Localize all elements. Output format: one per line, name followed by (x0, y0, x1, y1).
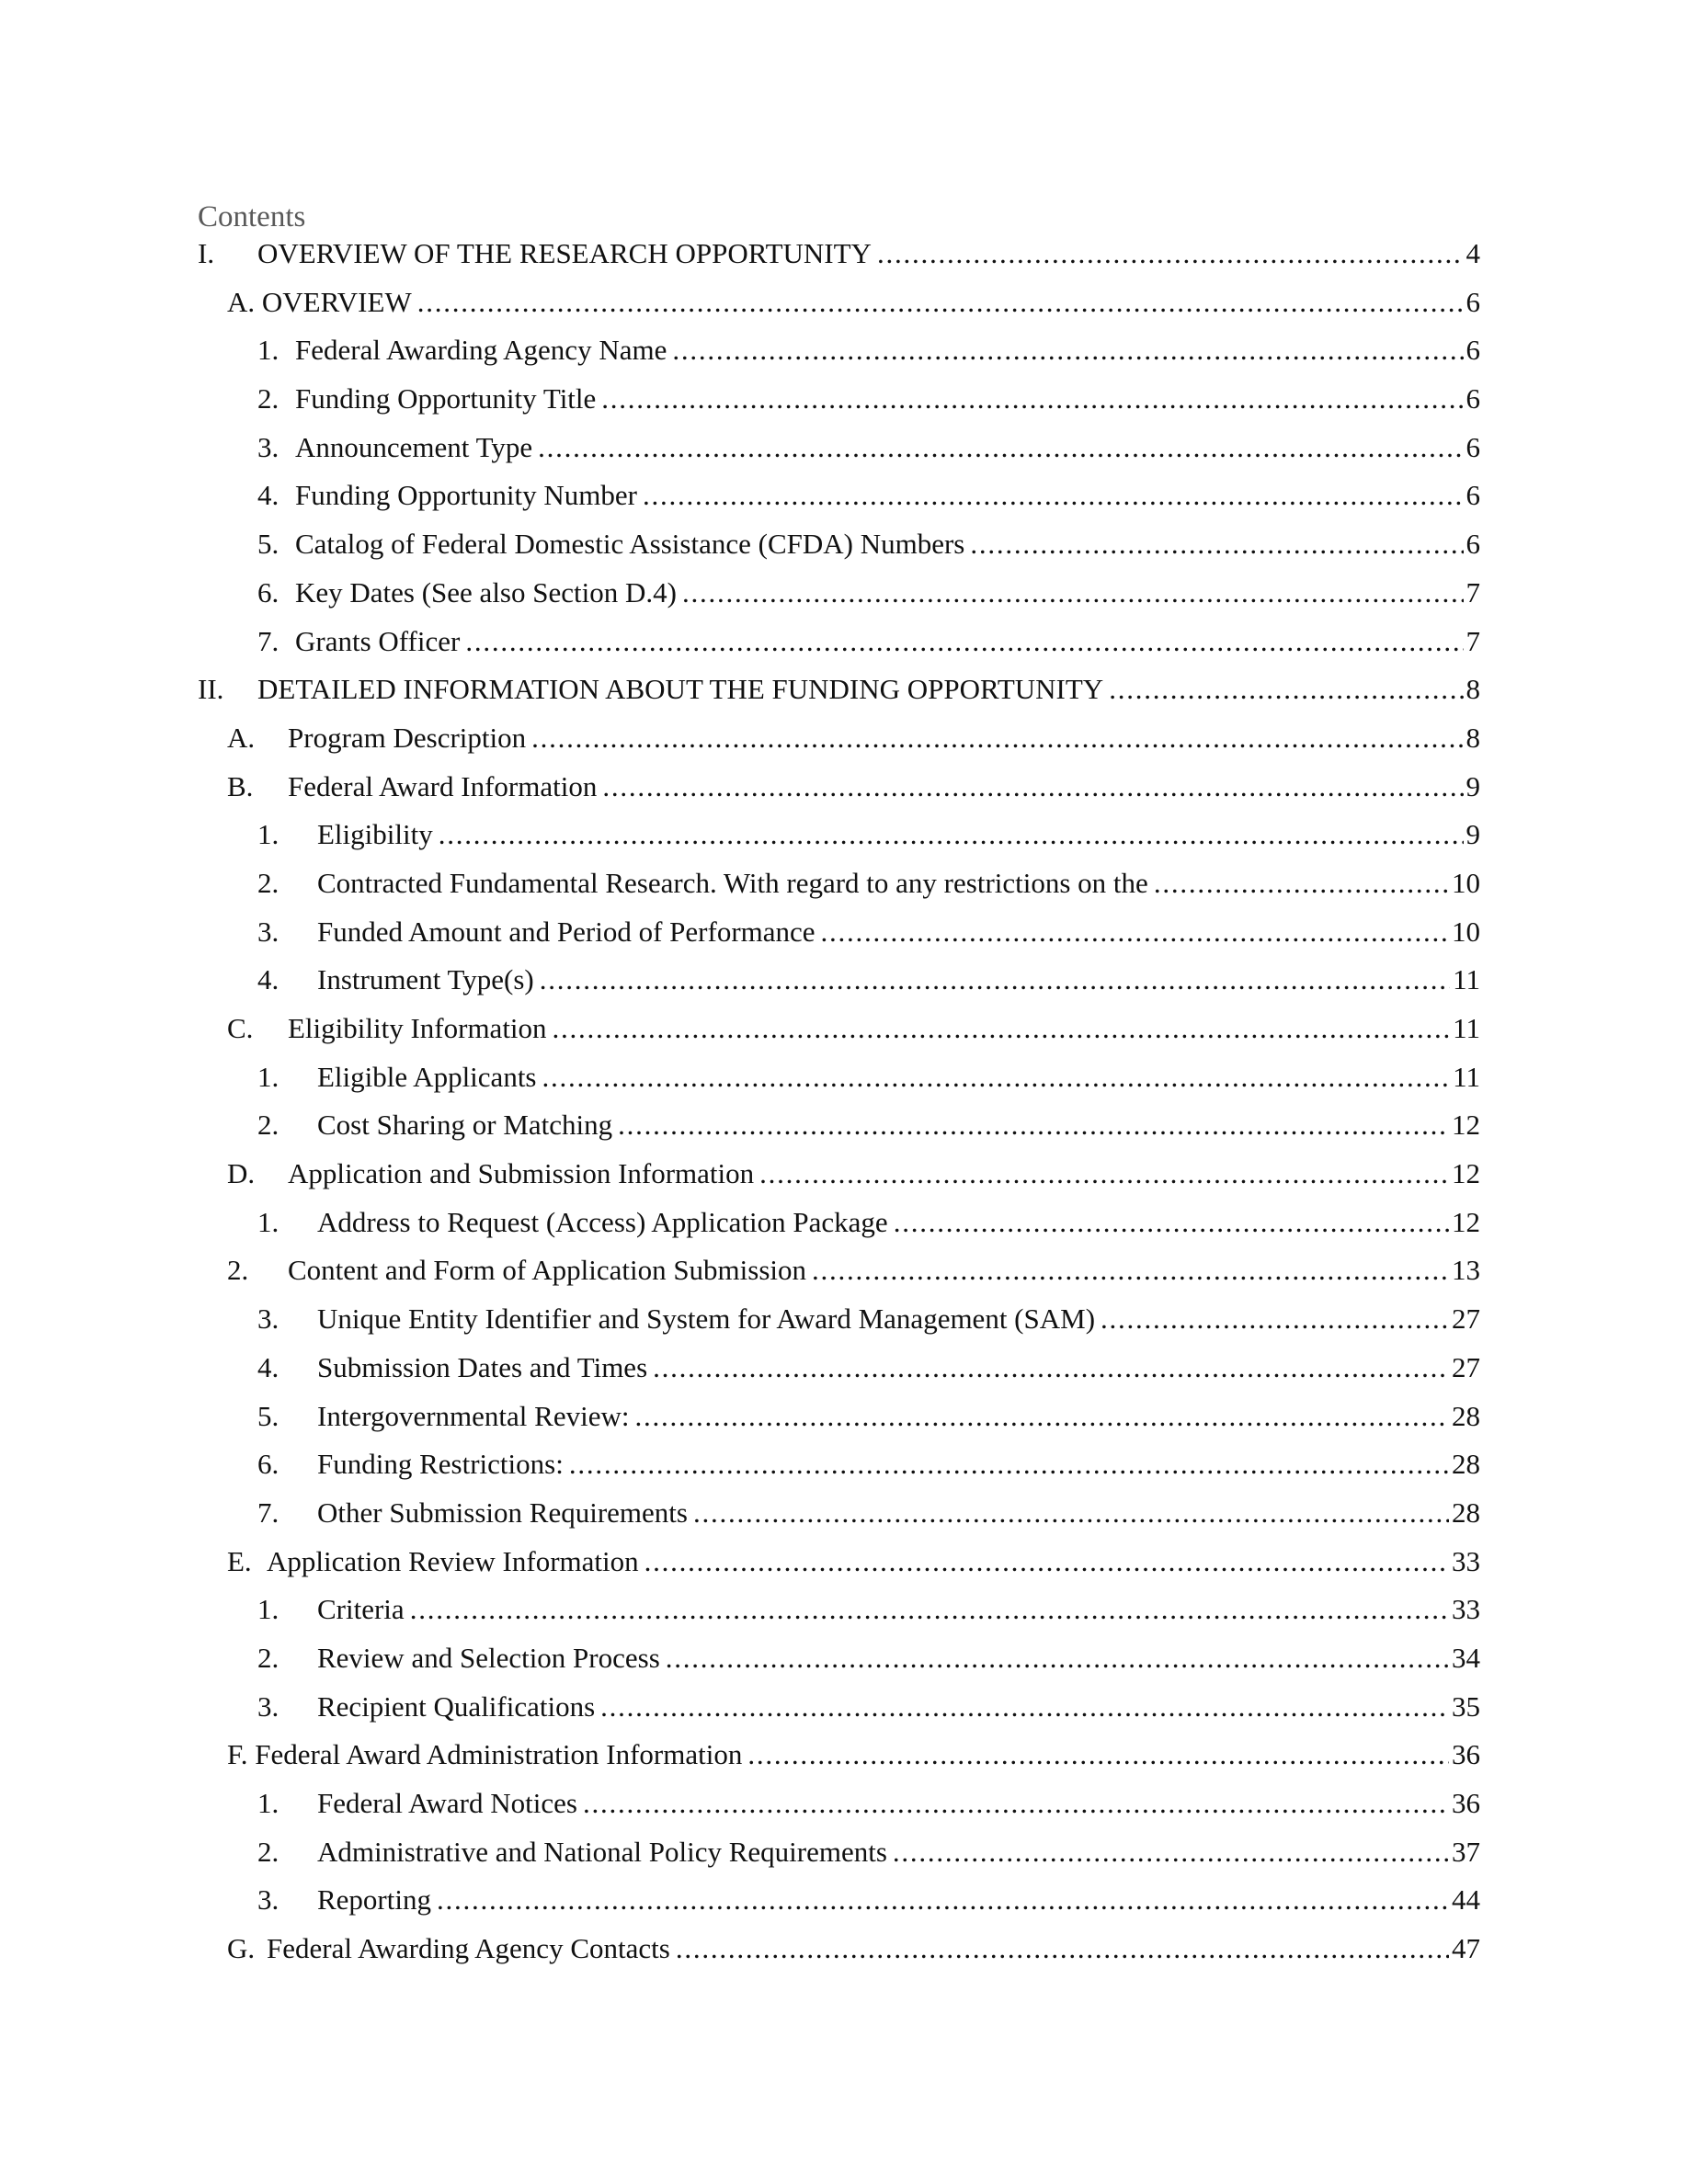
toc-entry-number: 4. (257, 479, 279, 512)
toc-entry-leader (257, 230, 1480, 278)
toc-entry-page-number: 6 (1464, 520, 1481, 568)
toc-entry-number: 1. (257, 1205, 279, 1238)
toc-entry-page-number: 11 (1450, 1053, 1480, 1101)
toc-entry-number: 4. (257, 1350, 279, 1383)
toc-entry-page-number: 35 (1449, 1683, 1480, 1731)
toc-entry-leader (295, 472, 1480, 519)
toc-entry-title[interactable]: Address to Request (Access) Application Package (317, 1206, 894, 1238)
toc-entry[interactable] (0, 618, 1688, 666)
toc-entry-leader (317, 1199, 1480, 1246)
toc-entry-leader (295, 326, 1480, 374)
toc-entry[interactable] (0, 956, 1688, 1005)
toc-entry-page-number: 6 (1464, 424, 1481, 472)
toc-entry[interactable] (0, 1925, 1688, 1974)
toc-entry-page-number: 9 (1464, 811, 1481, 859)
toc-entry-leader (317, 1876, 1480, 1924)
toc-entry-number: 2. (257, 1641, 279, 1674)
toc-entry-leader (288, 1005, 1480, 1052)
toc-entry-number: 7. (257, 1496, 279, 1529)
toc-entry-page-number: 28 (1449, 1489, 1480, 1537)
toc-entry-title[interactable]: Intergovernmental Review: (317, 1400, 634, 1432)
toc-entry-leader (317, 1344, 1480, 1392)
toc-entry-page-number: 28 (1449, 1440, 1480, 1488)
toc-entry-number: D. (227, 1157, 256, 1190)
toc-entry-leader (317, 1393, 1480, 1440)
toc-entry-title[interactable]: F. Federal Award Administration Information (227, 1738, 747, 1770)
toc-entry-number: 3. (257, 1302, 279, 1336)
toc-entry-title[interactable]: DETAILED INFORMATION ABOUT THE FUNDING OPPORTUNITY (257, 673, 1109, 705)
toc-entry[interactable] (0, 424, 1688, 472)
toc-entry-leader (267, 1538, 1480, 1586)
toc-entry-page-number: 33 (1449, 1538, 1480, 1586)
toc-entry[interactable] (0, 1295, 1688, 1344)
toc-entry[interactable] (0, 1150, 1688, 1199)
toc-entry-number: 3. (257, 1883, 279, 1917)
toc-entry-page-number: 34 (1449, 1634, 1480, 1682)
toc-entry-page-number: 8 (1464, 665, 1481, 713)
toc-entry[interactable] (0, 811, 1688, 859)
toc-entry-title[interactable]: Announcement Type (295, 431, 538, 463)
toc-entry-leader (288, 1246, 1480, 1294)
toc-entry-title[interactable]: Federal Awarding Agency Contacts (267, 1932, 676, 1964)
toc-entry-title[interactable]: Administrative and National Policy Requirements (317, 1836, 893, 1868)
toc-entry-number: E. (227, 1544, 252, 1577)
toc-entry-leader (295, 569, 1480, 617)
toc-entry-number: 1. (257, 818, 279, 851)
toc-entry-leader (295, 375, 1480, 423)
toc-entry[interactable] (0, 1683, 1688, 1732)
toc-entry-title[interactable]: Other Submission Requirements (317, 1496, 693, 1529)
toc-entry-number: B. (227, 769, 254, 802)
toc-entry[interactable] (0, 1005, 1688, 1053)
toc-entry-title[interactable]: Funding Opportunity Title (295, 382, 601, 415)
toc-entry-leader (317, 956, 1480, 1004)
toc-entry-title[interactable]: Key Dates (See also Section D.4) (295, 576, 682, 609)
toc-entry-leader (288, 714, 1480, 762)
toc-entry-title[interactable]: Eligibility Information (288, 1012, 553, 1044)
toc-entry-number: C. (227, 1012, 254, 1044)
toc-entry-leader (317, 1489, 1480, 1537)
toc-entry-page-number: 7 (1464, 618, 1481, 665)
toc-entry[interactable] (0, 375, 1688, 424)
toc-entry-title[interactable]: Recipient Qualifications (317, 1690, 600, 1723)
toc-entry-title[interactable]: Grants Officer (295, 625, 465, 657)
toc-entry-title[interactable]: Submission Dates and Times (317, 1351, 653, 1383)
toc-entry-page-number: 12 (1449, 1101, 1480, 1149)
toc-entry-number: 3. (257, 915, 279, 948)
toc-entry-title[interactable]: Content and Form of Application Submission (288, 1254, 812, 1286)
toc-entry[interactable] (0, 1053, 1688, 1102)
toc-entry[interactable] (0, 230, 1688, 279)
toc-entry[interactable] (0, 1246, 1688, 1295)
toc-entry-leader (257, 665, 1480, 713)
toc-entry-title[interactable]: Eligibility (317, 818, 439, 850)
toc-entry-number: 3. (257, 430, 279, 463)
toc-entry-page-number: 12 (1449, 1150, 1480, 1198)
toc-entry-title[interactable]: Review and Selection Process (317, 1642, 666, 1674)
toc-entry-page-number: 27 (1449, 1295, 1480, 1343)
toc-entry-page-number: 12 (1449, 1199, 1480, 1246)
toc-entry-page-number: 27 (1449, 1344, 1480, 1392)
toc-entry[interactable] (0, 1586, 1688, 1634)
toc-entry-leader (317, 1634, 1480, 1682)
toc-entry[interactable] (0, 665, 1688, 714)
toc-entry-number: 1. (257, 1593, 279, 1626)
toc-entry-page-number: 6 (1464, 326, 1481, 374)
toc-entry-leader (267, 1925, 1480, 1973)
toc-entry-leader (295, 618, 1480, 665)
toc-entry-title[interactable]: Eligible Applicants (317, 1061, 542, 1093)
toc-entry-title[interactable]: Reporting (317, 1883, 437, 1916)
toc-entry[interactable] (0, 1344, 1688, 1393)
toc-entry[interactable] (0, 763, 1688, 812)
toc-entry-leader (317, 811, 1480, 859)
toc-entry[interactable] (0, 908, 1688, 957)
toc-entry-title[interactable]: Catalog of Federal Domestic Assistance (CFDA) Numbers (295, 528, 970, 560)
toc-entry-number: 6. (257, 1448, 279, 1481)
toc-entry-page-number: 37 (1449, 1828, 1480, 1876)
toc-entry-leader (227, 279, 1480, 326)
toc-entry-number: 5. (257, 1399, 279, 1432)
toc-entry-title[interactable]: Funding Restrictions: (317, 1448, 569, 1480)
toc-entry[interactable] (0, 1393, 1688, 1441)
toc-entry-number: II. (198, 673, 224, 706)
toc-entry-number: A. (227, 721, 256, 754)
toc-entry[interactable] (0, 1440, 1688, 1489)
toc-entry-number: 5. (257, 528, 279, 561)
toc-entry[interactable] (0, 714, 1688, 763)
toc-heading: Contents (198, 200, 306, 233)
toc-entry-page-number: 33 (1449, 1586, 1480, 1633)
toc-entry-number: 1. (257, 1060, 279, 1093)
toc-entry-page-number: 4 (1464, 230, 1481, 278)
toc-entry-page-number: 9 (1464, 763, 1481, 811)
toc-entry-page-number: 8 (1464, 714, 1481, 762)
toc-entry-title[interactable]: Federal Award Notices (317, 1787, 583, 1819)
toc-entry-page-number: 47 (1449, 1925, 1480, 1973)
toc-entry-leader (317, 1683, 1480, 1731)
toc-entry-title[interactable]: A. OVERVIEW (227, 286, 417, 318)
toc-entry-number: 7. (257, 624, 279, 657)
toc-entry[interactable] (0, 859, 1688, 908)
toc-entry-leader (317, 1828, 1480, 1876)
toc-entry-page-number: 10 (1449, 859, 1480, 907)
toc-entry-leader (317, 1586, 1480, 1633)
toc-entry-number: 2. (257, 1109, 279, 1142)
toc-entry-page-number: 28 (1449, 1393, 1480, 1440)
toc-entry[interactable] (0, 1538, 1688, 1587)
toc-entry[interactable] (0, 1101, 1688, 1150)
toc-entry-title[interactable]: Program Description (288, 722, 531, 754)
toc-entry-leader (317, 1101, 1480, 1149)
table-of-contents (0, 230, 1688, 1974)
toc-entry-page-number: 11 (1450, 956, 1480, 1004)
toc-entry-title[interactable]: Unique Entity Identifier and System for Award Management (SAM) (317, 1302, 1101, 1335)
toc-entry-number: 6. (257, 575, 279, 609)
toc-entry-page-number: 44 (1449, 1876, 1480, 1924)
toc-entry-leader (295, 424, 1480, 472)
toc-entry-number: 2. (257, 1835, 279, 1868)
toc-entry-leader (288, 1150, 1480, 1198)
toc-entry[interactable] (0, 1199, 1688, 1247)
toc-entry-leader (317, 1295, 1480, 1343)
toc-entry[interactable] (0, 1828, 1688, 1877)
toc-entry-number: 2. (257, 866, 279, 899)
toc-entry[interactable] (0, 520, 1688, 569)
toc-entry-leader (288, 763, 1480, 811)
toc-entry-leader (295, 520, 1480, 568)
toc-entry-page-number: 11 (1450, 1005, 1480, 1052)
toc-entry-number: I. (198, 237, 215, 269)
toc-entry[interactable] (0, 569, 1688, 618)
toc-entry-number: 3. (257, 1689, 279, 1723)
toc-entry-page-number: 6 (1464, 279, 1481, 326)
toc-entry-page-number: 13 (1449, 1246, 1480, 1294)
toc-entry[interactable] (0, 1731, 1688, 1780)
toc-entry[interactable] (0, 1876, 1688, 1925)
toc-entry-title[interactable]: Application and Submission Information (288, 1157, 759, 1189)
toc-entry[interactable] (0, 1634, 1688, 1683)
toc-entry-page-number: 7 (1464, 569, 1481, 617)
toc-entry-title[interactable]: Federal Awarding Agency Name (295, 334, 672, 366)
toc-entry-number: 2. (257, 382, 279, 415)
toc-entry-number: 2. (227, 1254, 249, 1287)
toc-entry-leader (317, 1053, 1480, 1101)
toc-entry-leader (317, 1780, 1480, 1827)
toc-entry-leader (317, 1440, 1480, 1488)
toc-entry-page-number: 10 (1449, 908, 1480, 956)
toc-entry-leader (317, 908, 1480, 956)
toc-entry-title[interactable]: Cost Sharing or Matching (317, 1109, 618, 1141)
toc-entry-leader (317, 859, 1480, 907)
toc-entry-title[interactable]: Funding Opportunity Number (295, 479, 643, 511)
toc-entry[interactable] (0, 279, 1688, 327)
toc-entry-title[interactable]: Funded Amount and Period of Performance (317, 916, 821, 948)
toc-entry-title[interactable]: Criteria (317, 1593, 410, 1625)
toc-entry[interactable] (0, 1489, 1688, 1538)
toc-entry-number: G. (227, 1932, 256, 1965)
toc-entry-page-number: 6 (1464, 375, 1481, 423)
toc-entry-title[interactable]: Application Review Information (267, 1545, 644, 1577)
toc-entry[interactable] (0, 472, 1688, 520)
toc-entry-number: 1. (257, 334, 279, 367)
toc-entry-title[interactable]: Contracted Fundamental Research. With regard to any restrictions on the (317, 867, 1154, 899)
toc-entry[interactable] (0, 326, 1688, 375)
toc-entry-page-number: 6 (1464, 472, 1481, 519)
toc-entry-title[interactable]: OVERVIEW OF THE RESEARCH OPPORTUNITY (257, 237, 877, 269)
toc-entry-title[interactable]: Federal Award Information (288, 770, 602, 802)
toc-entry-title[interactable]: Instrument Type(s) (317, 963, 540, 995)
toc-entry-page-number: 36 (1449, 1780, 1480, 1827)
toc-entry-number: 4. (257, 963, 279, 996)
toc-entry-number: 1. (257, 1787, 279, 1819)
toc-entry[interactable] (0, 1780, 1688, 1828)
toc-entry-leader (227, 1731, 1480, 1779)
toc-entry-page-number: 36 (1449, 1731, 1480, 1779)
